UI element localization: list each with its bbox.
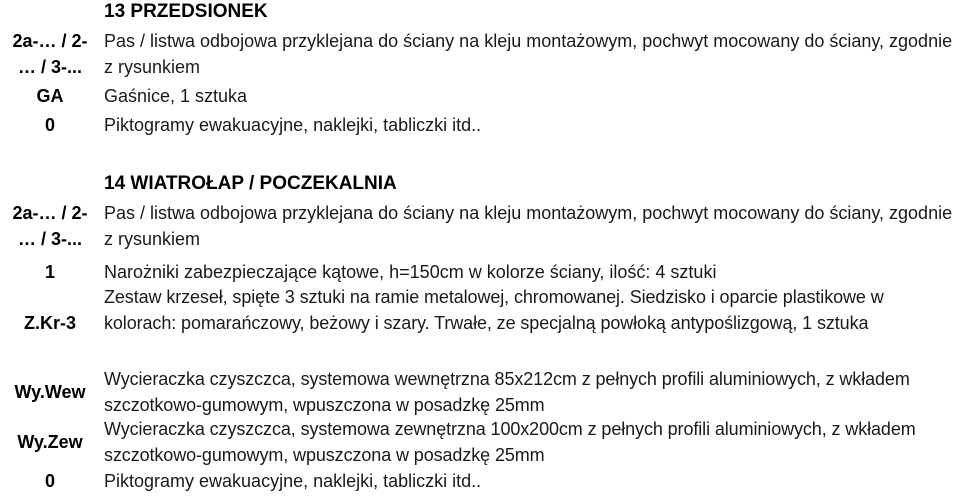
item-code: 0 <box>44 471 55 491</box>
list-item <box>0 259 960 285</box>
section-title: 13 PRZEDSIONEK <box>104 1 268 22</box>
item-code: 1 <box>44 262 55 282</box>
item-code: Wy.Zew <box>17 432 83 452</box>
list-item <box>0 200 960 252</box>
section-title: 14 WIATROŁAP / POCZEKALNIA <box>104 173 397 194</box>
item-code: GA <box>36 86 64 106</box>
item-description: Narożniki zabezpieczające kątowe, h=150cm w kolorze ściany, ilość: 4 sztuki <box>104 262 717 282</box>
item-code <box>0 28 100 80</box>
list-item <box>0 366 960 418</box>
item-code-line: … / 3-... <box>17 229 82 249</box>
item-code: Wy.Wew <box>14 382 86 402</box>
item-description: Pas / listwa odbojowa przyklejana do ściany na kleju montażowym, pochwyt mocowany do ściany, zgodnie z rysunkiem <box>104 31 953 77</box>
list-item <box>0 468 960 494</box>
list-item <box>0 83 960 109</box>
item-description: Wycieraczka czyszczca, systemowa wewnętrzna 85x212cm z pełnych profili aluminiowych, z wkładem szczotkowo-gumowym, wpuszczona w posadzkę 25mm <box>104 369 910 415</box>
item-description: Wycieraczka czyszczca, systemowa zewnętrzna 100x200cm z pełnych profili aluminiowych, z wkładem szczotkowo-gumowym, wpuszczona w posadzkę 25mm <box>104 419 916 465</box>
list-item <box>0 284 960 362</box>
item-code: 0 <box>44 115 55 135</box>
item-code: Z.Kr-3 <box>23 313 76 333</box>
item-description: Zestaw krzeseł, spięte 3 sztuki na ramie metalowej, chromowanej. Siedzisko i oparcie plastikowe w kolorach: pomarańczowy, beżowy i szary. Trwałe, ze specjalną powłoką antypoślizgową, 1 sztuka <box>104 287 884 333</box>
list-item <box>0 112 960 138</box>
item-description: Piktogramy ewakuacyjne, naklejki, tabliczki itd.. <box>104 115 482 135</box>
item-code-line: 2a-… / 2- <box>12 203 88 223</box>
item-description: Pas / listwa odbojowa przyklejana do ściany na kleju montażowym, pochwyt mocowany do ściany, zgodnie z rysunkiem <box>104 203 953 249</box>
item-description: Piktogramy ewakuacyjne, naklejki, tabliczki itd.. <box>104 471 482 491</box>
item-code-line: 2a-… / 2- <box>12 31 88 51</box>
item-description: Gaśnice, 1 sztuka <box>104 86 248 106</box>
item-code <box>0 200 100 252</box>
item-code-line: … / 3-... <box>17 57 82 77</box>
list-item <box>0 28 960 80</box>
list-item <box>0 416 960 468</box>
